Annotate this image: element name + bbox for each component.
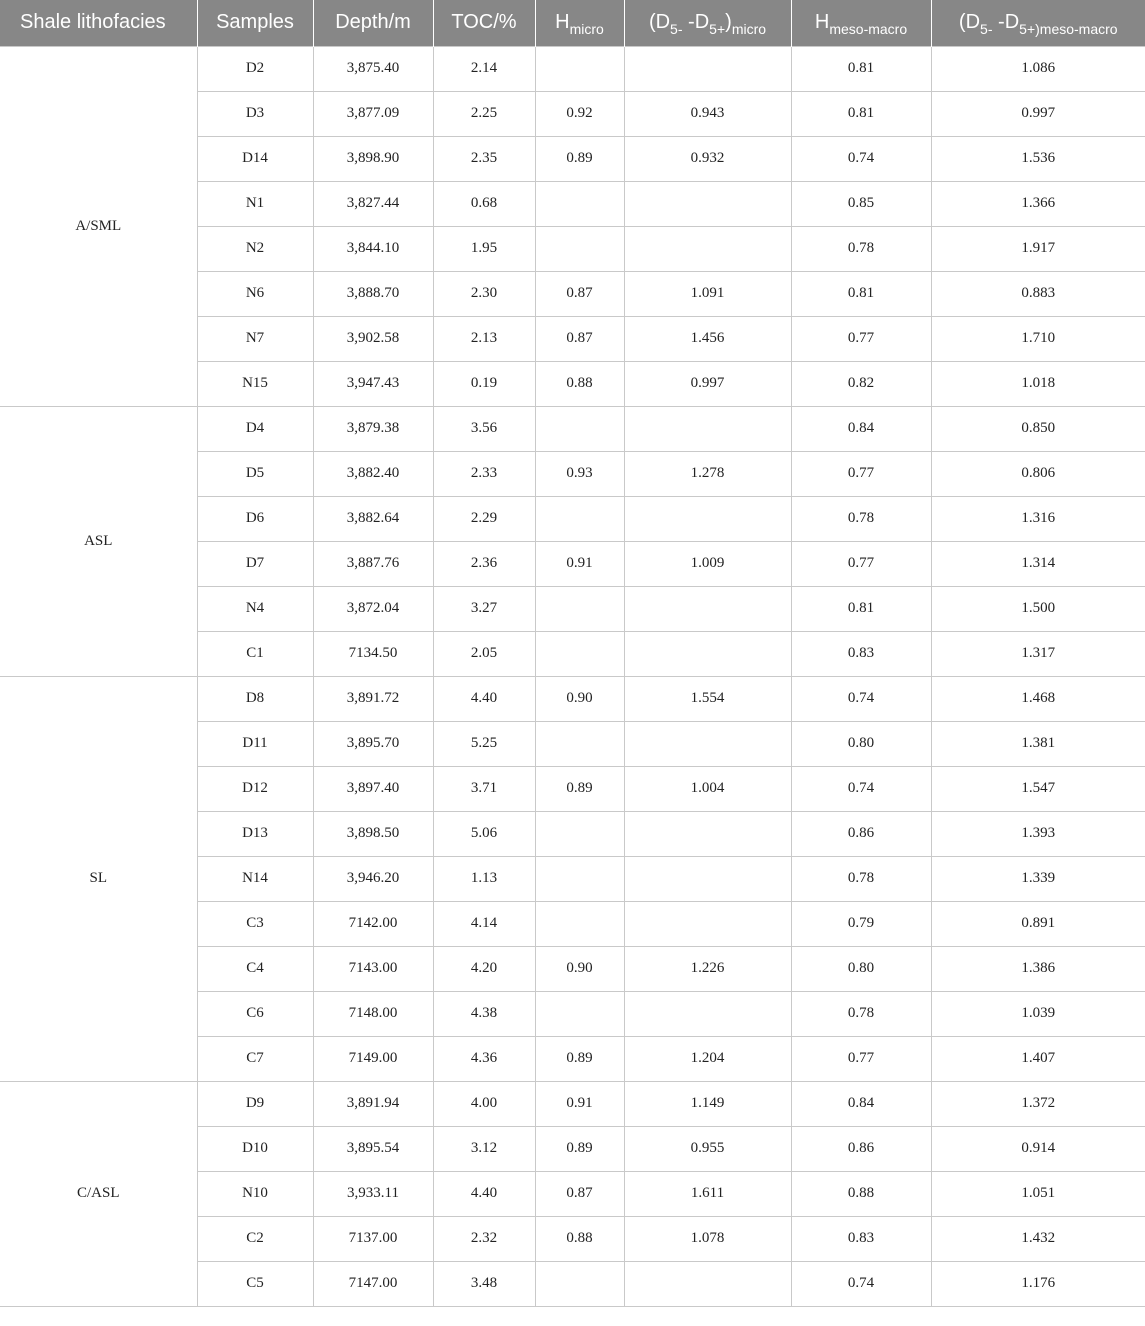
cell-h-mesomacro: 0.81 bbox=[791, 586, 931, 631]
cell-toc: 2.33 bbox=[433, 451, 535, 496]
header-d-micro-s2: 5+ bbox=[709, 21, 726, 38]
cell-h-micro bbox=[535, 856, 624, 901]
cell-toc: 2.25 bbox=[433, 91, 535, 136]
cell-d-mesomacro: 1.339 bbox=[931, 856, 1145, 901]
cell-depth: 3,888.70 bbox=[313, 271, 433, 316]
cell-h-micro: 0.87 bbox=[535, 271, 624, 316]
cell-h-micro bbox=[535, 46, 624, 91]
cell-depth: 3,882.40 bbox=[313, 451, 433, 496]
cell-h-mesomacro: 0.74 bbox=[791, 1261, 931, 1306]
cell-d-mesomacro: 1.500 bbox=[931, 586, 1145, 631]
cell-h-mesomacro: 0.83 bbox=[791, 631, 931, 676]
cell-d-mesomacro: 1.386 bbox=[931, 946, 1145, 991]
cell-toc: 2.13 bbox=[433, 316, 535, 361]
cell-h-micro bbox=[535, 901, 624, 946]
cell-h-micro bbox=[535, 991, 624, 1036]
cell-depth: 3,844.10 bbox=[313, 226, 433, 271]
header-h-micro-base: H bbox=[555, 11, 570, 34]
cell-sample: D8 bbox=[197, 676, 313, 721]
header-d-mesomacro-p1: (D bbox=[958, 11, 981, 34]
cell-toc: 3.56 bbox=[433, 406, 535, 451]
cell-d-mesomacro: 1.316 bbox=[931, 496, 1145, 541]
cell-d-micro bbox=[624, 991, 791, 1036]
lithofacies-group-label: ASL bbox=[0, 406, 197, 676]
cell-toc: 3.27 bbox=[433, 586, 535, 631]
cell-sample: C5 bbox=[197, 1261, 313, 1306]
cell-toc: 4.36 bbox=[433, 1036, 535, 1081]
cell-h-micro bbox=[535, 1261, 624, 1306]
cell-d-micro: 1.004 bbox=[624, 766, 791, 811]
cell-d-micro: 1.226 bbox=[624, 946, 791, 991]
cell-d-micro bbox=[624, 721, 791, 766]
table-body bbox=[0, 46, 1145, 1306]
cell-d-mesomacro: 1.018 bbox=[931, 361, 1145, 406]
cell-h-mesomacro: 0.74 bbox=[791, 676, 931, 721]
header-samples: Samples bbox=[197, 0, 313, 46]
cell-sample: D4 bbox=[197, 406, 313, 451]
cell-d-micro: 0.932 bbox=[624, 136, 791, 181]
table-row bbox=[0, 676, 1145, 721]
cell-d-micro bbox=[624, 901, 791, 946]
cell-h-micro: 0.87 bbox=[535, 1171, 624, 1216]
cell-d-mesomacro: 1.314 bbox=[931, 541, 1145, 586]
cell-sample: D6 bbox=[197, 496, 313, 541]
cell-h-mesomacro: 0.78 bbox=[791, 856, 931, 901]
lithofacies-group-label: A/SML bbox=[0, 46, 197, 406]
cell-d-mesomacro: 1.317 bbox=[931, 631, 1145, 676]
cell-d-micro: 1.091 bbox=[624, 271, 791, 316]
cell-h-mesomacro: 0.77 bbox=[791, 316, 931, 361]
cell-depth: 3,898.50 bbox=[313, 811, 433, 856]
cell-d-mesomacro: 1.366 bbox=[931, 181, 1145, 226]
cell-sample: N6 bbox=[197, 271, 313, 316]
cell-sample: D12 bbox=[197, 766, 313, 811]
cell-depth: 7149.00 bbox=[313, 1036, 433, 1081]
cell-h-mesomacro: 0.77 bbox=[791, 1036, 931, 1081]
cell-d-micro bbox=[624, 181, 791, 226]
cell-h-micro: 0.92 bbox=[535, 91, 624, 136]
cell-d-mesomacro: 1.710 bbox=[931, 316, 1145, 361]
cell-h-micro: 0.90 bbox=[535, 946, 624, 991]
cell-depth: 3,879.38 bbox=[313, 406, 433, 451]
cell-d-micro: 0.943 bbox=[624, 91, 791, 136]
cell-h-mesomacro: 0.88 bbox=[791, 1171, 931, 1216]
header-d-mesomacro-p2: -D bbox=[992, 11, 1020, 34]
cell-toc: 3.48 bbox=[433, 1261, 535, 1306]
cell-h-mesomacro: 0.80 bbox=[791, 946, 931, 991]
cell-sample: D2 bbox=[197, 46, 313, 91]
cell-d-micro: 1.456 bbox=[624, 316, 791, 361]
cell-d-micro: 1.554 bbox=[624, 676, 791, 721]
header-d-micro bbox=[624, 0, 791, 46]
cell-h-mesomacro: 0.85 bbox=[791, 181, 931, 226]
table-row bbox=[0, 406, 1145, 451]
cell-sample: D7 bbox=[197, 541, 313, 586]
header-d-micro-s3: micro bbox=[731, 21, 767, 38]
cell-sample: N15 bbox=[197, 361, 313, 406]
cell-d-micro: 0.997 bbox=[624, 361, 791, 406]
header-h-mesomacro-sub: meso-macro bbox=[829, 21, 908, 38]
cell-d-micro: 1.278 bbox=[624, 451, 791, 496]
cell-sample: N2 bbox=[197, 226, 313, 271]
header-d-micro-p3: ) bbox=[725, 11, 732, 34]
cell-depth: 7147.00 bbox=[313, 1261, 433, 1306]
cell-toc: 0.19 bbox=[433, 361, 535, 406]
cell-sample: D13 bbox=[197, 811, 313, 856]
cell-toc: 1.95 bbox=[433, 226, 535, 271]
cell-h-mesomacro: 0.86 bbox=[791, 1126, 931, 1171]
cell-d-mesomacro: 0.914 bbox=[931, 1126, 1145, 1171]
cell-h-mesomacro: 0.81 bbox=[791, 46, 931, 91]
cell-d-mesomacro: 1.407 bbox=[931, 1036, 1145, 1081]
cell-depth: 3,898.90 bbox=[313, 136, 433, 181]
cell-d-micro bbox=[624, 226, 791, 271]
cell-h-mesomacro: 0.77 bbox=[791, 451, 931, 496]
cell-d-micro bbox=[624, 586, 791, 631]
cell-d-mesomacro: 1.039 bbox=[931, 991, 1145, 1036]
cell-d-mesomacro: 0.997 bbox=[931, 91, 1145, 136]
cell-d-mesomacro: 1.381 bbox=[931, 721, 1145, 766]
cell-h-mesomacro: 0.84 bbox=[791, 406, 931, 451]
cell-h-micro: 0.91 bbox=[535, 541, 624, 586]
cell-h-micro: 0.90 bbox=[535, 676, 624, 721]
cell-d-micro: 1.204 bbox=[624, 1036, 791, 1081]
cell-depth: 7134.50 bbox=[313, 631, 433, 676]
cell-d-micro bbox=[624, 631, 791, 676]
cell-h-mesomacro: 0.74 bbox=[791, 136, 931, 181]
cell-d-mesomacro: 0.806 bbox=[931, 451, 1145, 496]
header-row bbox=[0, 0, 1145, 46]
cell-h-mesomacro: 0.83 bbox=[791, 1216, 931, 1261]
cell-sample: D10 bbox=[197, 1126, 313, 1171]
cell-depth: 7142.00 bbox=[313, 901, 433, 946]
cell-sample: N14 bbox=[197, 856, 313, 901]
cell-sample: D5 bbox=[197, 451, 313, 496]
cell-toc: 2.29 bbox=[433, 496, 535, 541]
cell-h-micro: 0.89 bbox=[535, 766, 624, 811]
cell-d-mesomacro: 1.372 bbox=[931, 1081, 1145, 1126]
header-lithofacies: Shale lithofacies bbox=[0, 0, 197, 46]
cell-depth: 3,902.58 bbox=[313, 316, 433, 361]
cell-h-micro: 0.89 bbox=[535, 1126, 624, 1171]
cell-depth: 3,897.40 bbox=[313, 766, 433, 811]
cell-d-micro bbox=[624, 856, 791, 901]
cell-d-micro bbox=[624, 406, 791, 451]
table-row bbox=[0, 46, 1145, 91]
cell-h-mesomacro: 0.78 bbox=[791, 991, 931, 1036]
cell-d-micro bbox=[624, 496, 791, 541]
cell-depth: 7137.00 bbox=[313, 1216, 433, 1261]
cell-sample: C6 bbox=[197, 991, 313, 1036]
cell-depth: 3,827.44 bbox=[313, 181, 433, 226]
cell-h-mesomacro: 0.86 bbox=[791, 811, 931, 856]
cell-d-micro: 1.009 bbox=[624, 541, 791, 586]
cell-toc: 2.05 bbox=[433, 631, 535, 676]
cell-toc: 1.13 bbox=[433, 856, 535, 901]
cell-h-micro bbox=[535, 586, 624, 631]
cell-h-micro bbox=[535, 721, 624, 766]
cell-toc: 4.38 bbox=[433, 991, 535, 1036]
cell-h-mesomacro: 0.81 bbox=[791, 91, 931, 136]
cell-h-micro: 0.88 bbox=[535, 361, 624, 406]
cell-depth: 3,895.54 bbox=[313, 1126, 433, 1171]
cell-depth: 3,882.64 bbox=[313, 496, 433, 541]
cell-h-mesomacro: 0.77 bbox=[791, 541, 931, 586]
cell-depth: 3,872.04 bbox=[313, 586, 433, 631]
cell-d-mesomacro: 1.051 bbox=[931, 1171, 1145, 1216]
header-d-mesomacro bbox=[931, 0, 1145, 46]
cell-d-micro: 1.078 bbox=[624, 1216, 791, 1261]
header-d-mesomacro-s2: 5+)meso-macro bbox=[1019, 21, 1118, 38]
cell-depth: 3,947.43 bbox=[313, 361, 433, 406]
cell-toc: 2.14 bbox=[433, 46, 535, 91]
cell-sample: C1 bbox=[197, 631, 313, 676]
cell-h-micro bbox=[535, 496, 624, 541]
cell-depth: 3,877.09 bbox=[313, 91, 433, 136]
header-d-micro-p1: (D bbox=[648, 11, 671, 34]
cell-sample: D9 bbox=[197, 1081, 313, 1126]
cell-h-micro bbox=[535, 406, 624, 451]
cell-toc: 4.00 bbox=[433, 1081, 535, 1126]
cell-toc: 4.40 bbox=[433, 676, 535, 721]
cell-h-micro: 0.89 bbox=[535, 1036, 624, 1081]
cell-h-micro bbox=[535, 811, 624, 856]
header-d-micro-p2: -D bbox=[682, 11, 710, 34]
cell-toc: 5.06 bbox=[433, 811, 535, 856]
cell-sample: C3 bbox=[197, 901, 313, 946]
cell-sample: C7 bbox=[197, 1036, 313, 1081]
cell-h-mesomacro: 0.82 bbox=[791, 361, 931, 406]
cell-h-mesomacro: 0.74 bbox=[791, 766, 931, 811]
cell-h-mesomacro: 0.84 bbox=[791, 1081, 931, 1126]
header-depth: Depth/m bbox=[313, 0, 433, 46]
cell-sample: D3 bbox=[197, 91, 313, 136]
cell-d-micro: 1.149 bbox=[624, 1081, 791, 1126]
cell-toc: 2.30 bbox=[433, 271, 535, 316]
header-h-mesomacro-base: H bbox=[814, 11, 830, 34]
cell-depth: 3,887.76 bbox=[313, 541, 433, 586]
cell-depth: 3,946.20 bbox=[313, 856, 433, 901]
cell-toc: 4.14 bbox=[433, 901, 535, 946]
header-toc: TOC/% bbox=[433, 0, 535, 46]
cell-h-micro bbox=[535, 181, 624, 226]
cell-sample: N10 bbox=[197, 1171, 313, 1216]
table-row bbox=[0, 1081, 1145, 1126]
cell-depth: 3,895.70 bbox=[313, 721, 433, 766]
cell-toc: 2.35 bbox=[433, 136, 535, 181]
cell-d-mesomacro: 1.536 bbox=[931, 136, 1145, 181]
cell-h-micro: 0.87 bbox=[535, 316, 624, 361]
cell-depth: 3,933.11 bbox=[313, 1171, 433, 1216]
cell-h-micro: 0.89 bbox=[535, 136, 624, 181]
cell-sample: N4 bbox=[197, 586, 313, 631]
cell-d-mesomacro: 1.547 bbox=[931, 766, 1145, 811]
cell-toc: 4.20 bbox=[433, 946, 535, 991]
cell-h-micro bbox=[535, 631, 624, 676]
header-d-mesomacro-s1: 5- bbox=[980, 21, 993, 38]
cell-d-mesomacro: 0.891 bbox=[931, 901, 1145, 946]
cell-d-mesomacro: 1.468 bbox=[931, 676, 1145, 721]
cell-d-mesomacro: 1.176 bbox=[931, 1261, 1145, 1306]
cell-sample: C2 bbox=[197, 1216, 313, 1261]
header-h-mesomacro bbox=[791, 0, 931, 46]
cell-d-mesomacro: 0.883 bbox=[931, 271, 1145, 316]
cell-h-mesomacro: 0.78 bbox=[791, 496, 931, 541]
lithofacies-group-label: SL bbox=[0, 676, 197, 1081]
cell-depth: 7143.00 bbox=[313, 946, 433, 991]
cell-h-mesomacro: 0.78 bbox=[791, 226, 931, 271]
cell-d-micro: 0.955 bbox=[624, 1126, 791, 1171]
cell-d-mesomacro: 0.850 bbox=[931, 406, 1145, 451]
cell-depth: 3,875.40 bbox=[313, 46, 433, 91]
cell-d-micro bbox=[624, 811, 791, 856]
cell-h-micro: 0.88 bbox=[535, 1216, 624, 1261]
header-h-micro bbox=[535, 0, 624, 46]
cell-d-mesomacro: 1.086 bbox=[931, 46, 1145, 91]
cell-sample: D11 bbox=[197, 721, 313, 766]
cell-h-mesomacro: 0.79 bbox=[791, 901, 931, 946]
lithofacies-group-label: C/ASL bbox=[0, 1081, 197, 1306]
cell-toc: 2.32 bbox=[433, 1216, 535, 1261]
cell-h-mesomacro: 0.80 bbox=[791, 721, 931, 766]
header-h-micro-sub: micro bbox=[569, 21, 604, 38]
cell-depth: 3,891.72 bbox=[313, 676, 433, 721]
cell-d-micro bbox=[624, 1261, 791, 1306]
cell-toc: 3.71 bbox=[433, 766, 535, 811]
cell-sample: N1 bbox=[197, 181, 313, 226]
cell-toc: 3.12 bbox=[433, 1126, 535, 1171]
cell-d-micro bbox=[624, 46, 791, 91]
cell-d-mesomacro: 1.432 bbox=[931, 1216, 1145, 1261]
cell-sample: D14 bbox=[197, 136, 313, 181]
cell-depth: 7148.00 bbox=[313, 991, 433, 1036]
cell-sample: C4 bbox=[197, 946, 313, 991]
cell-d-mesomacro: 1.393 bbox=[931, 811, 1145, 856]
cell-sample: N7 bbox=[197, 316, 313, 361]
cell-h-mesomacro: 0.81 bbox=[791, 271, 931, 316]
cell-h-micro: 0.93 bbox=[535, 451, 624, 496]
header-d-micro-s1: 5- bbox=[670, 21, 683, 38]
cell-toc: 2.36 bbox=[433, 541, 535, 586]
cell-toc: 4.40 bbox=[433, 1171, 535, 1216]
cell-depth: 3,891.94 bbox=[313, 1081, 433, 1126]
cell-d-micro: 1.611 bbox=[624, 1171, 791, 1216]
cell-toc: 0.68 bbox=[433, 181, 535, 226]
cell-h-micro bbox=[535, 226, 624, 271]
cell-d-mesomacro: 1.917 bbox=[931, 226, 1145, 271]
cell-toc: 5.25 bbox=[433, 721, 535, 766]
cell-h-micro: 0.91 bbox=[535, 1081, 624, 1126]
